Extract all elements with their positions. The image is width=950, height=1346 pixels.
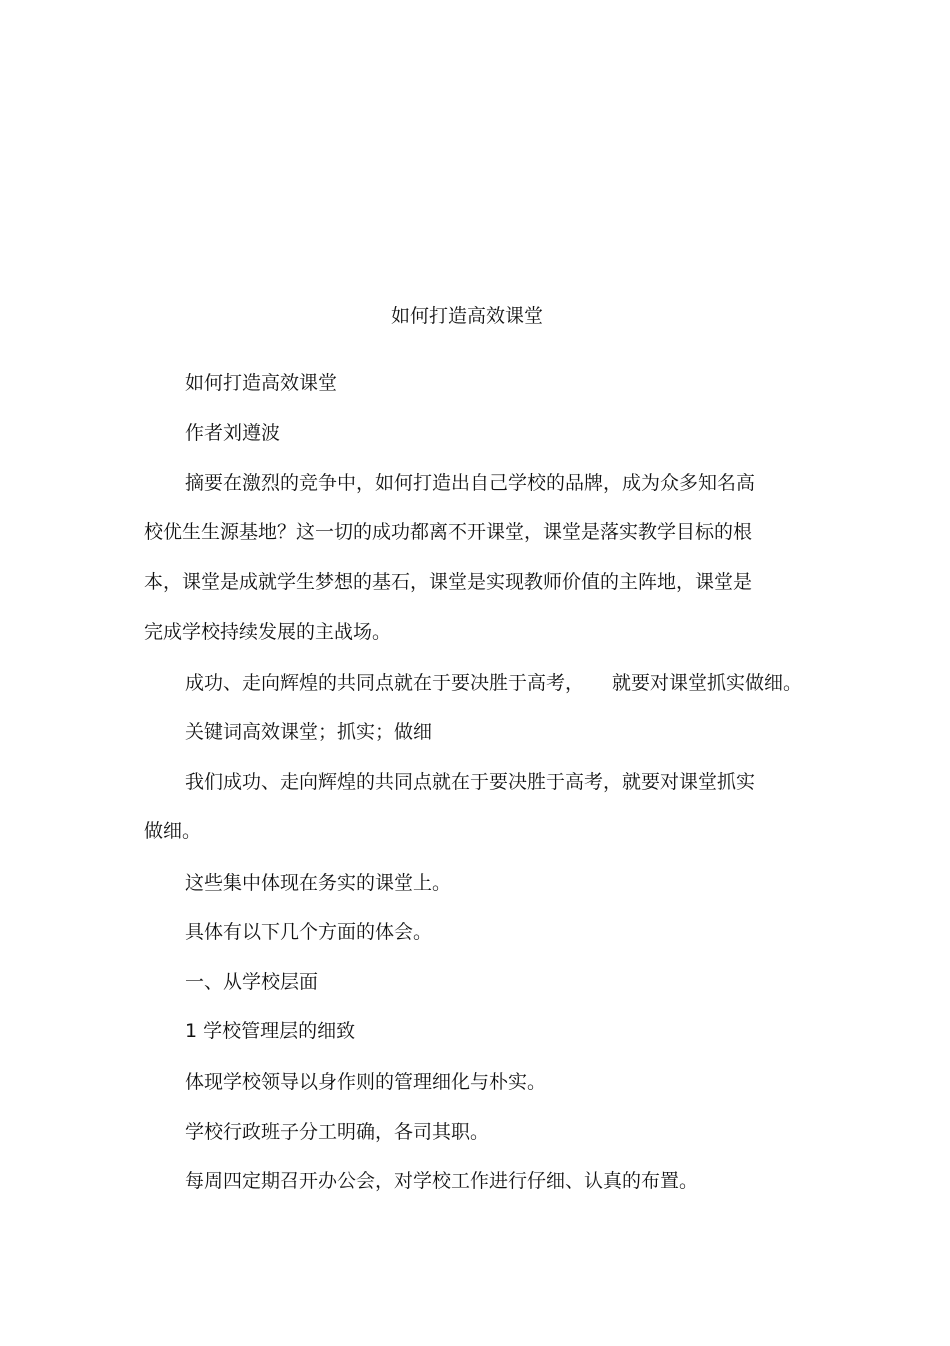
abstract-line-2: 校优生生源基地？这一切的成功都离不开课堂，课堂是落实教学目标的根	[144, 521, 753, 543]
body-paragraph-3: 具体有以下几个方面的体会。	[185, 921, 433, 943]
document-title: 如何打造高效课堂	[390, 305, 543, 327]
abstract-line-4: 完成学校持续发展的主战场。	[144, 621, 392, 643]
body-paragraph-6: 每周四定期召开办公会，对学校工作进行仔细、认真的布置。	[185, 1170, 699, 1192]
subsection-heading-1: 1 学校管理层的细致	[185, 1020, 356, 1042]
abstract-line-1: 摘要在激烈的竞争中，如何打造出自己学校的品牌，成为众多知名高	[185, 472, 756, 494]
abstract-line-3: 本，课堂是成就学生梦想的基石，课堂是实现教师价值的主阵地，课堂是	[144, 571, 753, 593]
body-paragraph-5: 学校行政班子分工明确，各司其职。	[185, 1121, 490, 1143]
success-line-part2: 就要对课堂抓实做细。	[612, 672, 803, 694]
section-heading-1: 一、从学校层面	[185, 971, 319, 993]
body-paragraph-1-continued: 做细。	[144, 820, 202, 842]
body-paragraph-2: 这些集中体现在务实的课堂上。	[185, 872, 452, 894]
body-paragraph-1: 我们成功、走向辉煌的共同点就在于要决胜于高考，就要对课堂抓实	[185, 771, 756, 793]
body-paragraph-4: 体现学校领导以身作则的管理细化与朴实。	[185, 1071, 547, 1093]
author-line: 作者刘遵波	[185, 422, 281, 444]
success-line-part1: 成功、走向辉煌的共同点就在于要决胜于高考，	[185, 672, 585, 694]
success-paragraph	[185, 669, 845, 697]
keywords-line: 关键词高效课堂；抓实；做细	[185, 721, 433, 743]
document-subtitle: 如何打造高效课堂	[185, 372, 338, 394]
